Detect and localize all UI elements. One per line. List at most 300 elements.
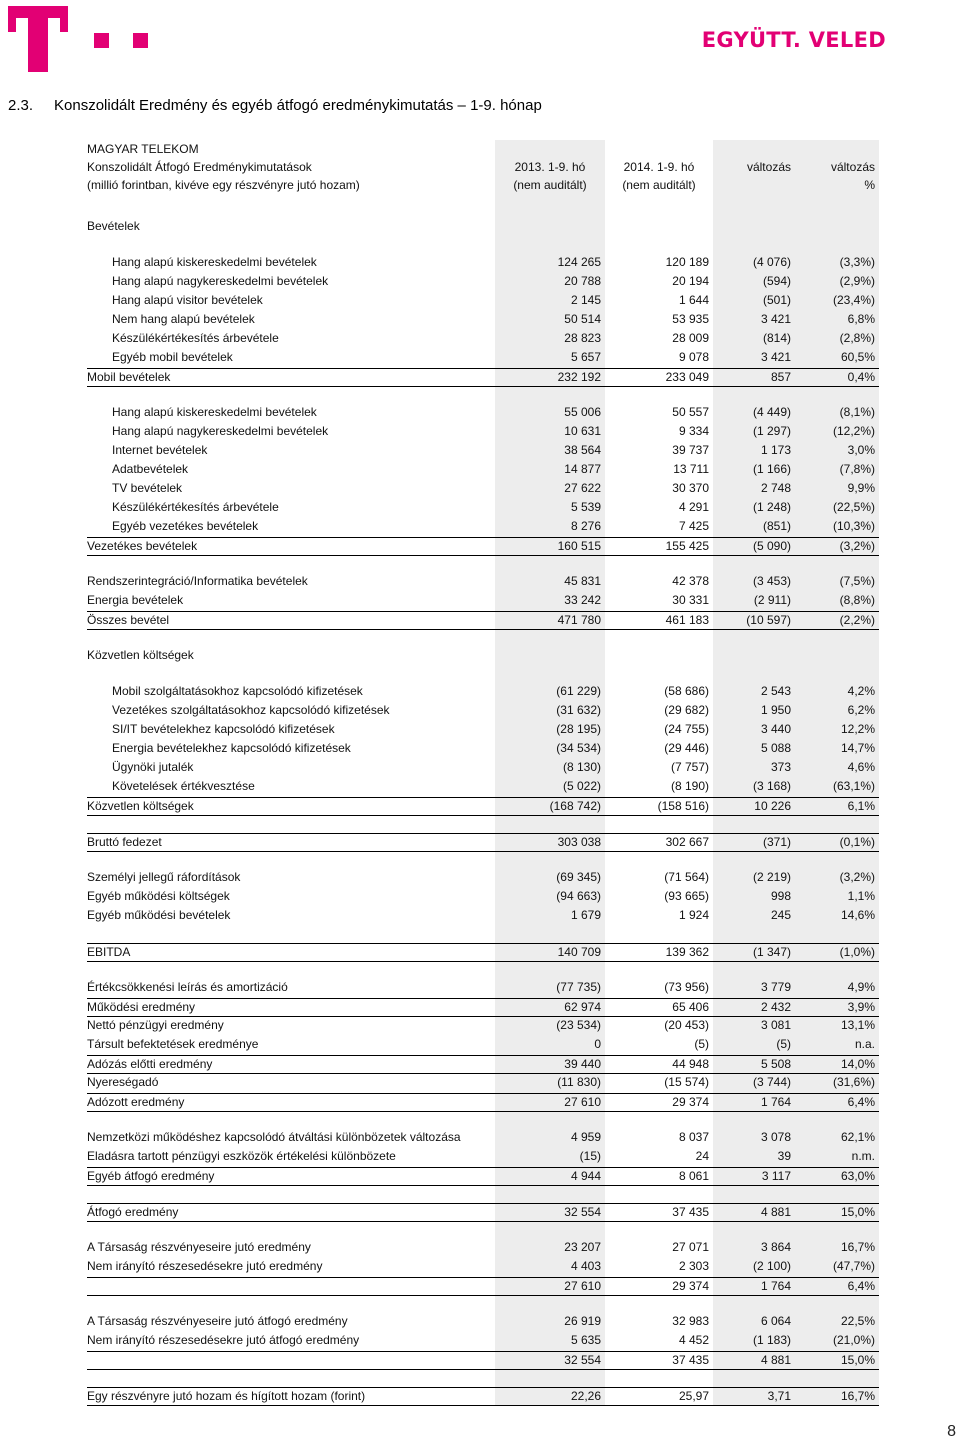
value-change-pct: (8,1%) [839,405,875,419]
table-total-row [87,1093,879,1112]
column-subheader-2013: (nem auditált) [513,178,587,192]
value-change: 857 [770,370,791,384]
value-change-pct: 14,6% [840,908,875,922]
table-row [87,1148,879,1165]
value-2014: 50 557 [672,405,709,419]
row-label: A Társaság részvényeseire jutó eredmény [87,1240,311,1254]
value-2013: 160 515 [557,539,601,553]
table-total-row [87,833,879,852]
table-row [87,592,879,609]
section-number: 2.3. [8,97,34,114]
value-2013: 27 610 [564,1095,601,1109]
value-2013: 1 679 [570,908,601,922]
value-change-pct: 4,2% [847,684,875,698]
value-change: (814) [762,331,791,345]
row-label: Ügynöki jutalék [112,760,194,774]
value-change-pct: (1,0%) [839,945,875,959]
value-change-pct: n.a. [854,1037,875,1051]
value-2014: 9 078 [678,350,709,364]
value-2014: 139 362 [665,945,709,959]
value-2014: (20 453) [664,1018,709,1032]
value-2013: (23 534) [556,1018,601,1032]
table-total-row [87,1387,879,1406]
value-change: 373 [770,760,791,774]
value-change: 3 117 [761,1169,791,1183]
value-2014: 28 009 [672,331,709,345]
value-2013: 38 564 [564,443,601,457]
value-change: (1 183) [752,1333,791,1347]
value-2013: (94 663) [556,889,601,903]
row-label: Hang alapú nagykereskedelmi bevételek [112,274,329,288]
value-2013: 8 276 [570,519,601,533]
column-subheader-2014: (nem auditált) [622,178,696,192]
row-label: Mobil bevételek [87,370,171,384]
value-change: (4 449) [752,405,791,419]
value-change: (3 168) [752,779,791,793]
table-total-row [87,1351,879,1370]
value-2014: 155 425 [665,539,709,553]
table-row [87,273,879,290]
row-label: Hang alapú nagykereskedelmi bevételek [112,424,329,438]
value-change: 1 764 [760,1095,791,1109]
value-2014: 37 435 [672,1353,709,1367]
row-label: Készülékértékesítés árbevétele [112,500,279,514]
value-change-pct: 3,0% [847,443,875,457]
value-2013: 10 631 [564,424,601,438]
logo-dot-icon [94,33,109,48]
table-row [87,218,879,235]
value-2014: 1 924 [678,908,709,922]
table-total-row [87,1277,879,1296]
value-2014: 30 370 [672,481,709,495]
value-2013: 50 514 [564,312,601,326]
row-label: Személyi jellegű ráfordítások [87,870,241,884]
row-label: Közvetlen költségek [87,799,194,813]
value-2014: 20 194 [672,274,709,288]
value-2014: (5) [694,1037,709,1051]
value-2013: 4 944 [570,1169,601,1183]
value-2013: 33 242 [564,593,601,607]
value-change: 245 [770,908,791,922]
value-2013: 5 657 [570,350,601,364]
value-change: 3 440 [760,722,791,736]
table-total-row [87,368,879,387]
value-change-pct: 12,2% [840,722,875,736]
value-change: 2 543 [760,684,791,698]
value-change-pct: (63,1%) [832,779,875,793]
table-total-row [87,1203,879,1222]
row-label: Vezetékes szolgáltatásokhoz kapcsolódó kifizetések [112,703,390,717]
value-change-pct: 13,1% [840,1018,875,1032]
brand-slogan: EGYÜTT. VELED [701,28,886,52]
value-2014: 120 189 [665,255,709,269]
income-statement-table [87,140,879,1406]
value-2014: 461 183 [665,613,709,627]
value-change-pct: 0,4% [847,370,875,384]
table-row [87,1332,879,1349]
row-label: Mobil szolgáltatásokhoz kapcsolódó kifizetések [112,684,363,698]
value-2013: 303 038 [557,835,601,849]
value-2014: 302 667 [665,835,709,849]
value-change: 1 950 [760,703,791,717]
row-label: Követelések értékvesztése [112,779,255,793]
row-label: Adózott eredmény [87,1095,185,1109]
row-label: Nettó pénzügyi eredmény [87,1018,224,1032]
value-change: 3 078 [760,1130,791,1144]
row-label: Energia bevételekhez kapcsolódó kifizetések [112,741,351,755]
value-change: 6 064 [760,1314,791,1328]
table-row [87,721,879,738]
table-row [87,1017,879,1034]
row-label: Átfogó eredmény [87,1205,179,1219]
value-2013: 28 823 [564,331,601,345]
table-row [87,573,879,590]
value-change-pct: 15,0% [840,1353,875,1367]
value-2013: 23 207 [564,1240,601,1254]
value-change: (1 248) [752,500,791,514]
value-2013: 27 622 [564,481,601,495]
value-change-pct: (22,5%) [832,500,875,514]
row-label: Rendszerintegráció/Informatika bevételek [87,574,308,588]
value-2014: 44 948 [672,1057,709,1071]
column-header-change-pct: változás [830,160,875,174]
telekom-t-logo-icon [8,6,68,72]
value-2014: (158 516) [657,799,709,813]
value-change-pct: 4,9% [847,980,875,994]
value-2013: (15) [579,1149,601,1163]
value-2013: 45 831 [564,574,601,588]
row-label: Társult befektetések eredménye [87,1037,259,1051]
value-2013: 4 403 [570,1259,601,1273]
value-2014: (71 564) [664,870,709,884]
value-2013: 55 006 [564,405,601,419]
page-number: 8 [947,1423,956,1440]
table-row [87,349,879,366]
value-2014: 29 374 [672,1279,709,1293]
value-2013: 5 539 [570,500,601,514]
value-2014: 8 061 [678,1169,709,1183]
row-label: Értékcsökkenési leírás és amortizáció [87,980,288,994]
row-label: A Társaság részvényeseire jutó átfogó eredmény [87,1314,348,1328]
value-change-pct: (23,4%) [832,293,875,307]
column-header-change: változás [746,160,791,174]
value-change: (5 090) [752,539,791,553]
value-2014: 39 737 [672,443,709,457]
value-2014: (29 446) [664,741,709,755]
column-subheader-pct: % [864,178,875,192]
value-change: 4 881 [760,1353,791,1367]
value-2014: 32 983 [672,1314,709,1328]
row-label: Nemzetközi működéshez kapcsolódó átváltási különbözetek változása [87,1130,461,1144]
value-change-pct: n.m. [851,1149,875,1163]
row-label: Nem hang alapú bevételek [112,312,255,326]
value-change-pct: 60,5% [840,350,875,364]
value-2013: 32 554 [564,1353,601,1367]
value-change-pct: 6,4% [847,1095,875,1109]
company-name: MAGYAR TELEKOM [87,142,199,156]
value-2014: 1 644 [678,293,709,307]
value-change: (3 453) [752,574,791,588]
value-2013: 2 145 [570,293,601,307]
value-2013: (69 345) [556,870,601,884]
table-row [87,442,879,459]
value-change-pct: (10,3%) [832,519,875,533]
column-header-2014: 2014. 1-9. hó [623,160,695,174]
value-2014: (73 956) [664,980,709,994]
value-2014: 2 303 [678,1259,709,1273]
row-label: Hang alapú visitor bevételek [112,293,263,307]
unit-note: (millió forintban, kivéve egy részvényre jutó hozam) [87,178,360,192]
value-change-pct: (3,3%) [839,255,875,269]
value-change-pct: (21,0%) [832,1333,875,1347]
table-row [87,1258,879,1275]
value-change: (2 100) [752,1259,791,1273]
value-2014: 27 071 [672,1240,709,1254]
table-row [87,461,879,478]
table-row [87,311,879,328]
value-2013: 5 635 [570,1333,601,1347]
value-change: 3 421 [760,312,791,326]
value-2013: 4 959 [570,1130,601,1144]
table-total-row [87,943,879,962]
table-row [87,254,879,271]
value-change-pct: 16,7% [840,1240,875,1254]
value-2014: 65 406 [672,1000,709,1014]
value-2013: 27 610 [564,1279,601,1293]
value-2013: 26 919 [564,1314,601,1328]
value-2014: 24 [695,1149,709,1163]
row-label: Egyéb mobil bevételek [112,350,233,364]
value-change-pct: (31,6%) [832,1075,875,1089]
value-2014: 25,97 [678,1389,709,1403]
row-label: Egyéb működési bevételek [87,908,231,922]
value-change: 39 [777,1149,791,1163]
table-row [87,778,879,795]
table-row [87,683,879,700]
table-row [87,740,879,757]
value-change: (5) [776,1037,791,1051]
row-label: Bevételek [87,219,140,233]
value-change-pct: (12,2%) [832,424,875,438]
value-2013: (11 830) [557,1075,601,1089]
value-change: (594) [762,274,791,288]
table-row [87,330,879,347]
value-2013: 471 780 [557,613,601,627]
table-row [87,518,879,535]
value-change-pct: (8,8%) [839,593,875,607]
value-2014: 13 711 [673,462,709,476]
table-total-row [87,998,879,1017]
value-change-pct: 14,0% [840,1057,875,1071]
table-row [87,1036,879,1053]
value-2014: 9 334 [678,424,709,438]
value-change: (851) [762,519,791,533]
row-label: TV bevételek [112,481,183,495]
value-change: 3 779 [760,980,791,994]
value-2014: (93 665) [664,889,709,903]
row-label: Adatbevételek [112,462,189,476]
table-row [87,702,879,719]
table-row [87,499,879,516]
value-change: (1 166) [752,462,791,476]
table-row [87,869,879,886]
section-title: Konszolidált Eredmény és egyéb átfogó eredménykimutatás – 1-9. hónap [54,97,542,114]
value-change: (4 076) [752,255,791,269]
row-label: Egy részvényre jutó hozam és hígított hozam (forint) [87,1389,366,1403]
value-change-pct: 6,1% [847,799,875,813]
row-label: Összes bevétel [87,613,170,627]
value-change-pct: 63,0% [840,1169,875,1183]
table-row [87,888,879,905]
table-row [87,1074,879,1091]
row-label: Nem irányító részesedésekre jutó eredmény [87,1259,323,1273]
value-change: (1 297) [752,424,791,438]
value-change: (3 744) [752,1075,791,1089]
value-change: (1 347) [752,945,791,959]
value-change-pct: (2,2%) [839,613,875,627]
value-change: (10 597) [746,613,791,627]
value-change-pct: (2,9%) [839,274,875,288]
value-change: 5 508 [760,1057,791,1071]
value-2013: 0 [594,1037,601,1051]
value-change-pct: 3,9% [847,1000,875,1014]
header-company-row [87,140,879,158]
value-2013: 14 877 [564,462,601,476]
row-label: Hang alapú kiskereskedelmi bevételek [112,255,317,269]
value-2014: 30 331 [672,593,709,607]
value-2013: (28 195) [556,722,601,736]
header-sub-row [87,176,879,194]
value-change-pct: (7,8%) [839,462,875,476]
value-change: 3 864 [760,1240,791,1254]
row-label: EBITDA [87,945,131,959]
value-2014: 53 935 [672,312,709,326]
value-change-pct: 6,8% [847,312,875,326]
value-change-pct: (3,2%) [839,539,875,553]
value-2013: (77 735) [556,980,601,994]
value-2013: 39 440 [564,1057,601,1071]
value-2014: (8 190) [670,779,709,793]
table-row [87,1129,879,1146]
value-change-pct: 1,1% [847,889,875,903]
value-2014: 7 425 [678,519,709,533]
value-2014: (58 686) [664,684,709,698]
value-change-pct: 6,2% [847,703,875,717]
row-label: Készülékértékesítés árbevétele [112,331,279,345]
value-2014: 4 291 [678,500,709,514]
row-label: Egyéb vezetékes bevételek [112,519,259,533]
value-change: 2 432 [760,1000,791,1014]
table-total-row [87,537,879,556]
value-change: 2 748 [760,481,791,495]
value-2014: 37 435 [672,1205,709,1219]
value-2013: 232 192 [557,370,601,384]
value-change-pct: (2,8%) [839,331,875,345]
value-2013: (168 742) [549,799,601,813]
row-label: Eladásra tartott pénzügyi eszközök értékelési különbözete [87,1149,396,1163]
value-2013: (5 022) [562,779,601,793]
row-label: Nyereségadó [87,1075,159,1089]
statement-title: Konszolidált Átfogó Eredménykimutatások [87,160,312,174]
row-label: Bruttó fedezet [87,835,162,849]
value-change: (2 219) [752,870,791,884]
value-change: 3 421 [760,350,791,364]
value-change-pct: (7,5%) [839,574,875,588]
value-change-pct: 62,1% [840,1130,875,1144]
value-change: (2 911) [753,593,791,607]
table-total-row [87,611,879,630]
value-change-pct: 4,6% [847,760,875,774]
value-2013: 32 554 [564,1205,601,1219]
value-change-pct: (3,2%) [839,870,875,884]
row-label: Internet bevételek [112,443,208,457]
value-2014: 29 374 [672,1095,709,1109]
value-2013: 20 788 [564,274,601,288]
value-2013: (61 229) [556,684,601,698]
table-total-row [87,1167,879,1186]
table-row [87,1239,879,1256]
table-total-row [87,797,879,816]
value-change-pct: (0,1%) [839,835,875,849]
table-row [87,404,879,421]
value-2013: (8 130) [562,760,601,774]
table-row [87,907,879,924]
row-label: Energia bevételek [87,593,184,607]
value-2014: (29 682) [664,703,709,717]
row-label: Közvetlen költségek [87,648,194,662]
value-change: 1 764 [760,1279,791,1293]
row-label: Nem irányító részesedésekre jutó átfogó eredmény [87,1333,360,1347]
section-heading [8,97,542,114]
value-change: (371) [762,835,791,849]
value-change: 3 081 [760,1018,791,1032]
value-2014: 8 037 [678,1130,709,1144]
value-2014: (15 574) [664,1075,709,1089]
value-2013: 62 974 [564,1000,601,1014]
value-change: (501) [762,293,791,307]
table-row [87,1313,879,1330]
table-row [87,292,879,309]
value-2014: 42 378 [672,574,709,588]
table-row [87,647,879,664]
value-change: 3,71 [767,1389,791,1403]
value-change: 998 [770,889,791,903]
row-label: Vezetékes bevételek [87,539,198,553]
header-columns-row [87,158,879,176]
row-label: Hang alapú kiskereskedelmi bevételek [112,405,317,419]
value-change-pct: 16,7% [840,1389,875,1403]
value-2013: 124 265 [557,255,601,269]
value-2013: (31 632) [556,703,601,717]
value-2014: (7 757) [670,760,709,774]
value-change-pct: 6,4% [847,1279,875,1293]
value-change-pct: 15,0% [840,1205,875,1219]
value-change-pct: 22,5% [840,1314,875,1328]
row-label: SI/IT bevételekhez kapcsolódó kifizetések [112,722,335,736]
value-change: 4 881 [760,1205,791,1219]
value-change-pct: 14,7% [840,741,875,755]
value-2013: 140 709 [557,945,601,959]
table-row [87,759,879,776]
value-change: 1 173 [760,443,791,457]
row-label: Egyéb működési költségek [87,889,230,903]
table-row [87,979,879,996]
column-header-2013: 2013. 1-9. hó [514,160,586,174]
value-change: 5 088 [760,741,791,755]
table-total-row [87,1055,879,1074]
row-label: Adózás előtti eredmény [87,1057,213,1071]
logo-dot-icon [133,33,148,48]
